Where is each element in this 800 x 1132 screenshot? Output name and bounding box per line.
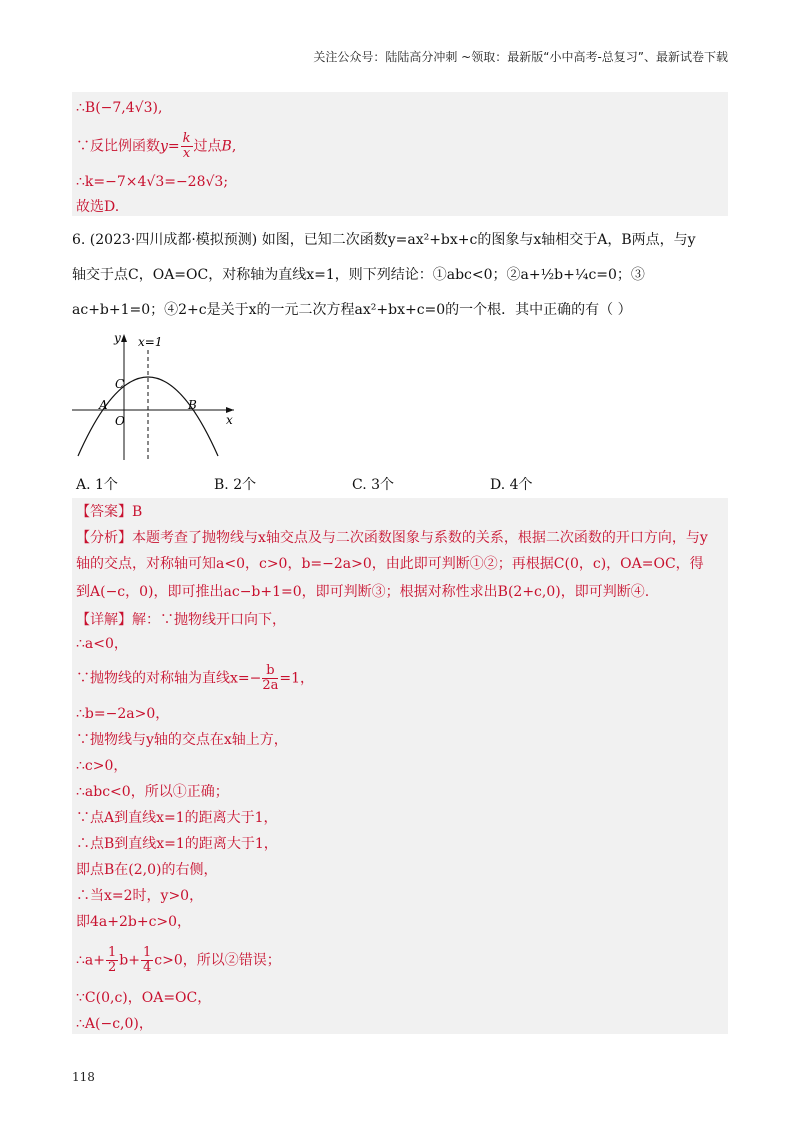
detail-line-14: ∵C(0,c)，OA=OC， (76, 990, 212, 1006)
label-C: C (115, 377, 125, 391)
prev-line-2: ∵反比例函数y= $\frac{k}{x}$ 过点B, (76, 131, 237, 161)
option-a: A. 1个 (76, 477, 118, 493)
detail-line-7: ∴abc<0，所以①正确； (76, 784, 229, 800)
page-header: 关注公众号：陆陆高分冲刺 ~领取：最新版“小中高考-总复习”、最新试卷下载 (313, 50, 728, 64)
prev-line-2-comma: , (231, 138, 237, 155)
detail-line-2: ∴a<0， (76, 636, 128, 652)
detail-line-9: ∴点B到直线x=1的距离大于1， (76, 836, 278, 852)
label-B: B (188, 398, 197, 412)
y-axis-arrow (121, 334, 127, 342)
detail-line-13: ∴a+ $\frac{1}{2}$ b+ $\frac{1}{4}$ c>0，所以②错误； (76, 945, 281, 975)
label-x: x (226, 413, 233, 427)
prev-line-2-tail: 过点 (193, 138, 222, 155)
detail-line-6: ∴c>0， (76, 758, 128, 774)
detail-line-3: ∵抛物线的对称轴为直线x=− $\frac{b}{2a}$ =1， (76, 663, 315, 693)
detail-line-10: 即点B在(2,0)的右侧， (76, 862, 218, 878)
detail-line-15: ∴A(−c,0)， (76, 1016, 153, 1032)
prev-line-3: ∴k=−7×4√3=−28√3; (76, 174, 229, 190)
option-b: B. 2个 (214, 477, 257, 493)
answer-value: B (132, 504, 143, 520)
page-number: 118 (72, 1070, 95, 1084)
parabola-figure (68, 328, 248, 468)
detail-label: 【详解】 (76, 612, 132, 628)
question-line-2: 轴交于点C，OA=OC，对称轴为直线x=1，则下列结论：①abc<0；②a+½b+¼c=0；③ (72, 267, 645, 283)
label-O: O (115, 414, 125, 428)
prev-line-2-point: B (221, 138, 232, 155)
label-A: A (99, 398, 108, 412)
analysis-line-2: 轴的交点，对称轴可知a<0，c>0，b=−2a>0，由此即可判断①②；再根据C(0，c)，OA=OC，得 (76, 556, 704, 572)
detail-line-5: ∵抛物线与y轴的交点在x轴上方， (76, 732, 288, 748)
detail-line-4: ∴b=−2a>0， (76, 706, 170, 722)
detail-line-1: 【详解】解：∵抛物线开口向下， (76, 612, 286, 628)
prev-line-2-text: ∵反比例函数 (76, 138, 160, 155)
question-line-1: 6. (2023·四川成都·模拟预测) 如图，已知二次函数y=ax²+bx+c的图象与x轴相交于A，B两点，与y (72, 232, 696, 248)
analysis-line-3: 到A(−c，0)，即可推出ac−b+1=0，即可判断③；根据对称性求出B(2+c,0)，即可判断④. (76, 584, 650, 600)
detail-line-11: ∴当x=2时，y>0， (76, 888, 204, 904)
detail-line-8: ∵点A到直线x=1的距离大于1， (76, 810, 278, 826)
analysis-label: 【分析】 (76, 530, 132, 546)
answer-line (76, 502, 142, 522)
analysis-line-1: 【分析】本题考查了抛物线与x轴交点及与二次函数图象与系数的关系，根据二次函数的开口方向，与y (76, 530, 708, 546)
option-c: C. 3个 (352, 477, 395, 493)
answer-label: 【答案】 (76, 504, 132, 520)
label-axis: x=1 (138, 335, 163, 349)
detail-line-12: 即4a+2b+c>0， (76, 914, 192, 930)
option-d: D. 4个 (490, 477, 533, 493)
label-y: y (114, 331, 121, 345)
prev-line-1: ∴B(−7,4√3), (76, 100, 163, 116)
prev-line-4: 故选D. (76, 199, 120, 215)
question-line-3: ac+b+1=0；④2+c是关于x的一元二次方程ax²+bx+c=0的一个根．其中正确的有（ ） (72, 302, 632, 318)
